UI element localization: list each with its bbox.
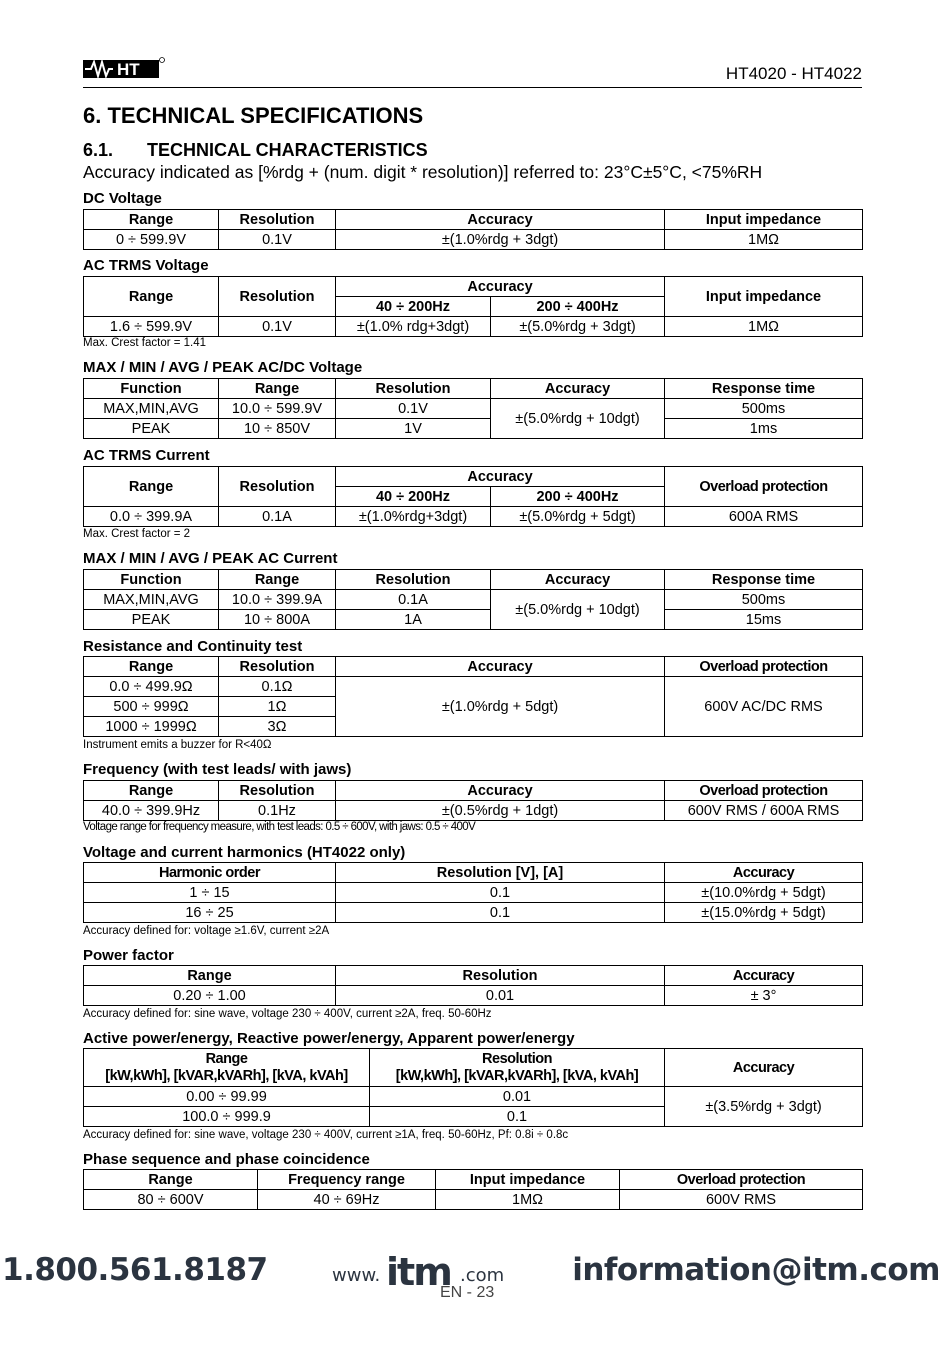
- header-cell: Accuracy: [336, 467, 665, 487]
- table-cell: 3Ω: [219, 717, 336, 737]
- table-cell: 600V AC/DC RMS: [665, 677, 863, 737]
- table-row: [84, 590, 863, 610]
- table-cell: 1MΩ: [436, 1190, 620, 1210]
- table-cell: MAX,MIN,AVG: [84, 399, 219, 419]
- page-number: EN - 23: [440, 1284, 495, 1298]
- table-cell: 600V RMS / 600A RMS: [665, 801, 863, 821]
- subsection-label: TECHNICAL CHARACTERISTICS: [147, 140, 428, 160]
- header-cell: Function: [84, 379, 219, 399]
- header-cell: Range: [84, 1170, 258, 1190]
- table-cell: 1Ω: [219, 697, 336, 717]
- header-label: Range: [205, 1050, 248, 1067]
- table-cell: 1MΩ: [665, 317, 863, 337]
- header-cell: Overload protection: [665, 781, 863, 801]
- table-cell: 600A RMS: [665, 507, 863, 527]
- table-cell: 0.1: [370, 1107, 665, 1127]
- table-cell: ±(5.0%rdg + 10dgt): [491, 590, 665, 630]
- power-note: Accuracy defined for: sine wave, voltage 230 ÷ 400V, current ≥1A, freq. 50-60Hz, Pf: 0.8i ÷ 0.8c: [83, 1129, 569, 1141]
- table-cell: 80 ÷ 600V: [84, 1190, 258, 1210]
- header-cell: Range: [84, 657, 219, 677]
- table-row: [84, 230, 863, 250]
- table-cell: ±(1.0%rdg + 3dgt): [336, 230, 665, 250]
- table-cell: ±(5.0%rdg + 10dgt): [491, 399, 665, 439]
- table-row: [84, 1087, 863, 1107]
- table-row: [84, 317, 863, 337]
- document-id: HT4020 - HT4022: [725, 64, 862, 83]
- intro-text: Accuracy indicated as [%rdg + (num. digit * resolution)] referred to: 23°C±5°C, <75%RH: [83, 162, 763, 182]
- harmonics-table: [83, 862, 863, 923]
- header-cell: Response time: [665, 570, 863, 590]
- table-row: [84, 610, 863, 630]
- table-row: [84, 419, 863, 439]
- header-cell: Resolution: [219, 781, 336, 801]
- table-cell: ±(1.0%rdg+3dgt): [336, 507, 491, 527]
- table-cell: 500ms: [665, 590, 863, 610]
- header-cell: Resolution: [336, 570, 491, 590]
- header-cell: Range: [219, 379, 336, 399]
- table-cell: 1ms: [665, 419, 863, 439]
- itm-logo-icon: itm: [386, 1250, 451, 1294]
- table-cell: 16 ÷ 25: [84, 903, 336, 923]
- table-row: [84, 399, 863, 419]
- header-cell: Accuracy: [336, 277, 665, 297]
- header-cell: Accuracy: [491, 570, 665, 590]
- web-prefix: www.: [332, 1265, 381, 1286]
- header-cell: Resolution: [336, 379, 491, 399]
- web-suffix: .com: [460, 1265, 505, 1286]
- table-cell: ±(5.0%rdg + 3dgt): [491, 317, 665, 337]
- header-cell: 40 ÷ 200Hz: [336, 487, 491, 507]
- table-cell: 1.6 ÷ 599.9V: [84, 317, 219, 337]
- header-cell: Accuracy: [336, 210, 665, 230]
- header-cell: Input impedance: [665, 210, 863, 230]
- power-factor-caption: Power factor: [83, 947, 174, 964]
- page-header: [83, 48, 862, 88]
- table-cell: MAX,MIN,AVG: [84, 590, 219, 610]
- harmonics-note: Accuracy defined for: voltage ≥1.6V, current ≥2A: [83, 925, 330, 937]
- crest-factor-note: Max. Crest factor = 2: [83, 528, 191, 540]
- header-cell: Resolution [V], [A]: [336, 863, 665, 883]
- header-cell: Accuracy: [491, 379, 665, 399]
- header-cell: Frequency range: [258, 1170, 436, 1190]
- ht-logo-icon: [83, 54, 165, 80]
- header-cell: Range: [84, 277, 219, 317]
- dc-voltage-caption: DC Voltage: [83, 190, 162, 207]
- header-cell: Input impedance: [436, 1170, 620, 1190]
- table-cell: 10.0 ÷ 399.9A: [219, 590, 336, 610]
- table-cell: 1MΩ: [665, 230, 863, 250]
- header-cell: [370, 1049, 665, 1087]
- table-cell: 0.1A: [336, 590, 491, 610]
- table-cell: 0.01: [370, 1087, 665, 1107]
- table-cell: 500ms: [665, 399, 863, 419]
- table-row: [84, 1190, 863, 1210]
- power-factor-table: [83, 965, 863, 1006]
- table-row: [84, 677, 863, 697]
- header-cell: Resolution: [336, 966, 665, 986]
- header-cell: Range: [84, 467, 219, 507]
- table-row: [84, 986, 863, 1006]
- maxmin-current-caption: MAX / MIN / AVG / PEAK AC Current: [83, 550, 338, 567]
- frequency-note: Voltage range for frequency measure, with test leads: 0.5 ÷ 600V, with jaws: 0.5 ÷ 400V: [83, 821, 476, 833]
- svg-text:HT: HT: [117, 60, 140, 79]
- header-cell: Resolution: [219, 277, 336, 317]
- header-cell: [84, 1049, 370, 1087]
- table-cell: 0.01: [336, 986, 665, 1006]
- table-cell: 0.0 ÷ 499.9Ω: [84, 677, 219, 697]
- table-cell: 15ms: [665, 610, 863, 630]
- harmonics-caption: Voltage and current harmonics (HT4022 only): [83, 844, 406, 861]
- table-cell: 10.0 ÷ 599.9V: [219, 399, 336, 419]
- table-cell: 0.1: [336, 883, 665, 903]
- header-cell: 40 ÷ 200Hz: [336, 297, 491, 317]
- table-cell: PEAK: [84, 610, 219, 630]
- table-cell: ±(5.0%rdg + 5dgt): [491, 507, 665, 527]
- table-cell: 10 ÷ 800A: [219, 610, 336, 630]
- table-cell: PEAK: [84, 419, 219, 439]
- header-label: Resolution: [482, 1050, 552, 1067]
- contact-footer: [0, 1248, 950, 1298]
- header-cell: Resolution: [219, 657, 336, 677]
- buzzer-note: Instrument emits a buzzer for R<40Ω: [83, 739, 272, 751]
- header-cell: Overload protection: [665, 467, 863, 507]
- header-cell: Accuracy: [665, 1049, 863, 1087]
- header-cell: Overload protection: [620, 1170, 863, 1190]
- table-cell: 40.0 ÷ 399.9Hz: [84, 801, 219, 821]
- header-cell: Range: [219, 570, 336, 590]
- power-table: [83, 1048, 863, 1127]
- table-cell: ±(15.0%rdg + 5dgt): [665, 903, 863, 923]
- header-cell: Accuracy: [336, 657, 665, 677]
- header-cell: Range: [84, 781, 219, 801]
- table-cell: 0 ÷ 599.9V: [84, 230, 219, 250]
- table-cell: ±(1.0%rdg + 5dgt): [336, 677, 665, 737]
- ac-voltage-caption: AC TRMS Voltage: [83, 257, 209, 274]
- dc-voltage-table: [83, 209, 863, 250]
- table-cell: 0.1Ω: [219, 677, 336, 697]
- table-cell: 0.00 ÷ 99.99: [84, 1087, 370, 1107]
- table-cell: 0.1V: [219, 317, 336, 337]
- header-cell: 200 ÷ 400Hz: [491, 297, 665, 317]
- subsection-number: 6.1.: [83, 140, 114, 160]
- maxmin-voltage-table: [83, 378, 863, 439]
- table-cell: 0.1Hz: [219, 801, 336, 821]
- table-cell: ±(0.5%rdg + 1dgt): [336, 801, 665, 821]
- header-units: [kW,kWh], [kVAR,kVARh], [kVA, kVAh]: [395, 1067, 639, 1084]
- resistance-caption: Resistance and Continuity test: [83, 638, 303, 655]
- power-factor-note: Accuracy defined for: sine wave, voltage 230 ÷ 400V, current ≥2A, freq. 50-60Hz: [83, 1008, 492, 1020]
- table-cell: 10 ÷ 850V: [219, 419, 336, 439]
- table-cell: 600V RMS: [620, 1190, 863, 1210]
- header-cell: Accuracy: [665, 863, 863, 883]
- maxmin-voltage-caption: MAX / MIN / AVG / PEAK AC/DC Voltage: [83, 359, 363, 376]
- header-cell: Input impedance: [665, 277, 863, 317]
- table-cell: ± 3°: [665, 986, 863, 1006]
- header-cell: Range: [84, 966, 336, 986]
- header-cell: Resolution: [219, 467, 336, 507]
- frequency-caption: Frequency (with test leads/ with jaws): [83, 761, 352, 778]
- table-cell: 500 ÷ 999Ω: [84, 697, 219, 717]
- phase-table: [83, 1169, 863, 1210]
- table-cell: ±(1.0% rdg+3dgt): [336, 317, 491, 337]
- table-cell: 40 ÷ 69Hz: [258, 1190, 436, 1210]
- table-row: [84, 883, 863, 903]
- header-cell: Accuracy: [336, 781, 665, 801]
- header-cell: 200 ÷ 400Hz: [491, 487, 665, 507]
- table-cell: 0.20 ÷ 1.00: [84, 986, 336, 1006]
- ac-current-table: [83, 466, 863, 527]
- phase-caption: Phase sequence and phase coincidence: [83, 1151, 370, 1168]
- header-cell: Range: [84, 210, 219, 230]
- table-cell: 0.1V: [219, 230, 336, 250]
- table-row: [84, 903, 863, 923]
- power-caption: Active power/energy, Reactive power/energy, Apparent power/energy: [83, 1030, 575, 1047]
- phone-number[interactable]: 1.800.561.8187: [2, 1252, 268, 1288]
- section-title: 6. TECHNICAL SPECIFICATIONS: [83, 103, 424, 128]
- header-cell: Accuracy: [665, 966, 863, 986]
- crest-factor-note: Max. Crest factor = 1.41: [83, 337, 207, 349]
- ac-current-caption: AC TRMS Current: [83, 447, 210, 464]
- frequency-table: [83, 780, 863, 821]
- table-cell: 0.1V: [336, 399, 491, 419]
- email-address[interactable]: information@itm.com: [572, 1252, 940, 1288]
- table-cell: 1 ÷ 15: [84, 883, 336, 903]
- table-cell: 0.1A: [219, 507, 336, 527]
- table-cell: ±(10.0%rdg + 5dgt): [665, 883, 863, 903]
- header-units: [kW,kWh], [kVAR,kVARh], [kVA, kVAh]: [105, 1067, 348, 1084]
- table-cell: 1000 ÷ 1999Ω: [84, 717, 219, 737]
- header-cell: Harmonic order: [84, 863, 336, 883]
- ac-voltage-table: [83, 276, 863, 337]
- maxmin-current-table: [83, 569, 863, 630]
- table-cell: 1A: [336, 610, 491, 630]
- table-cell: ±(3.5%rdg + 3dgt): [665, 1087, 863, 1127]
- header-cell: Resolution: [219, 210, 336, 230]
- resistance-table: [83, 656, 863, 737]
- table-cell: 100.0 ÷ 999.9: [84, 1107, 370, 1127]
- header-cell: Function: [84, 570, 219, 590]
- header-cell: Response time: [665, 379, 863, 399]
- table-cell: 0.0 ÷ 399.9A: [84, 507, 219, 527]
- table-row: [84, 801, 863, 821]
- table-cell: 1V: [336, 419, 491, 439]
- subsection-title: [83, 140, 428, 161]
- table-row: [84, 507, 863, 527]
- table-cell: 0.1: [336, 903, 665, 923]
- header-cell: Overload protection: [665, 657, 863, 677]
